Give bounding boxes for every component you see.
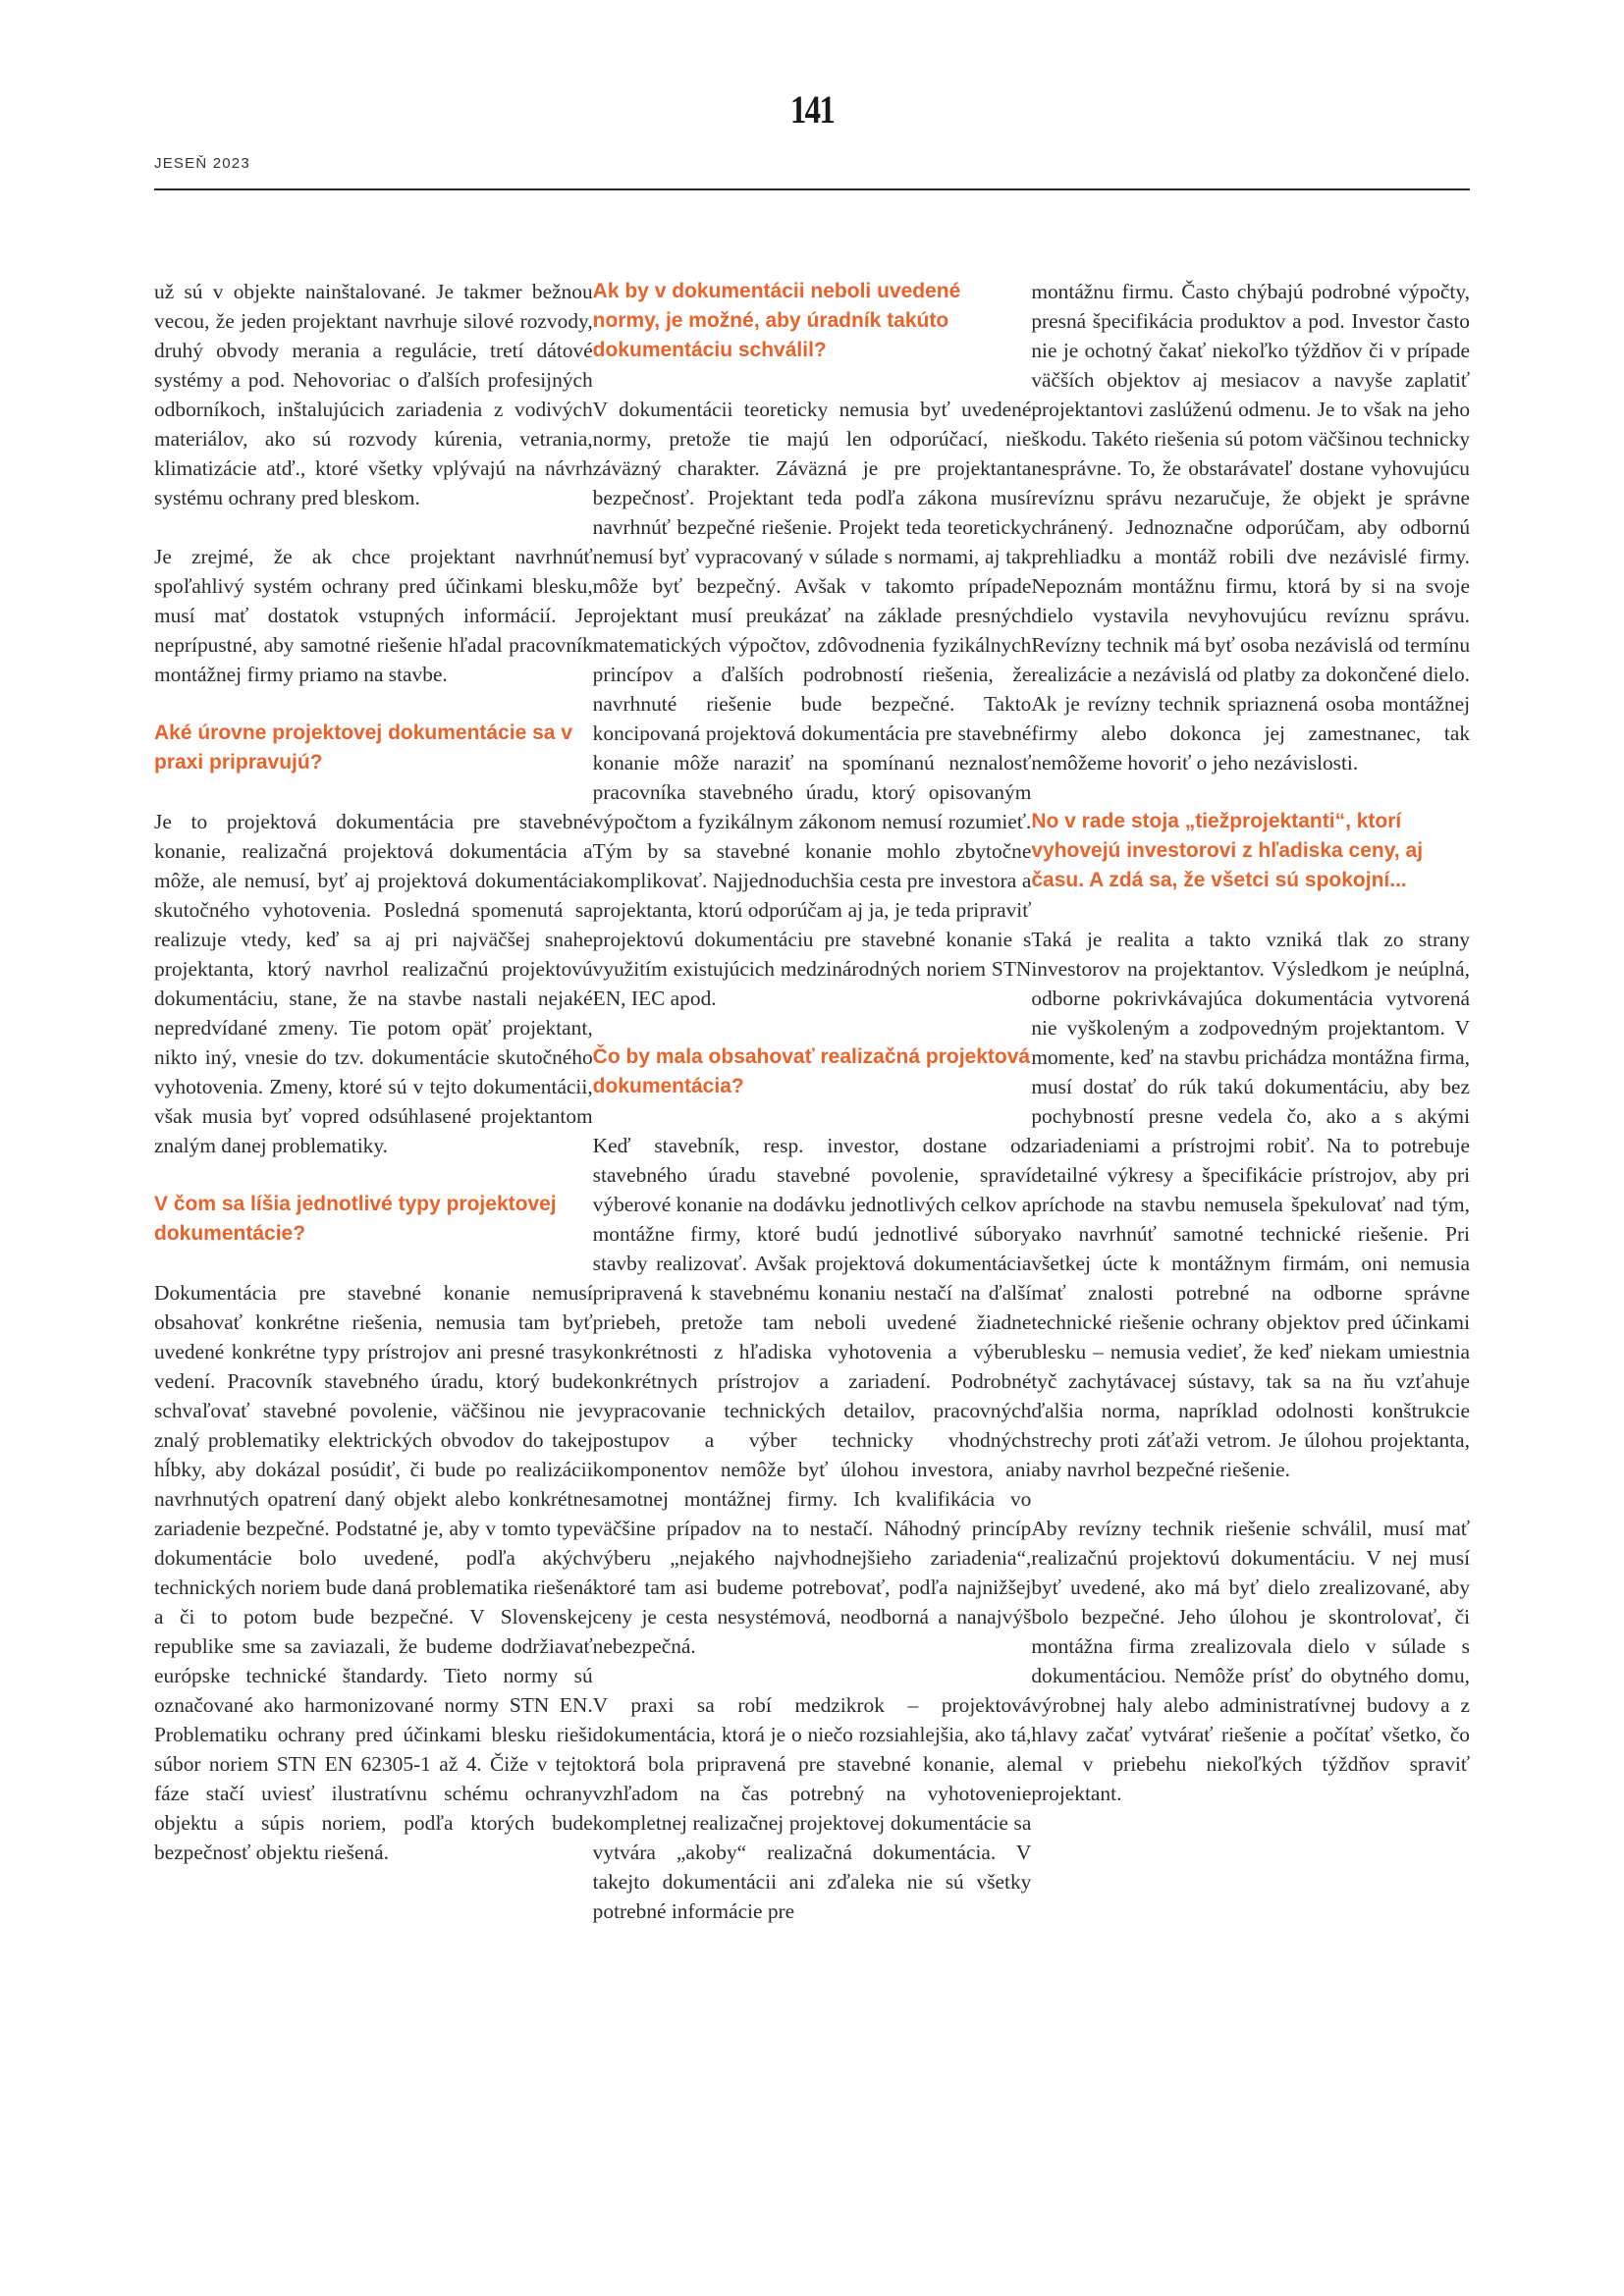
paragraph: Taká je realita a takto vzniká tlak zo strany investorov na projektantov. Výsledkom je neúplná, odborne pokrivkávajúca dokumentácia vytvorená nie vyškoleným a zodpovedným projektantom. V momente, keď na stavbu prichádza montážna firma, musí dostať do rúk takú dokumentáciu, aby bez pochybností presne vedela čo, ako a s akými zariadeniami a prístrojmi robiť. Na to potrebuje detailné výkresy a špecifikácie prístrojov, aby pri príchode na stavbu nemusela špekulovať nad tým, ako navrhnúť samotné technické riešenie. Pri všetkej úcte k montážnym firmám, oni nemusia mať znalosti potrebné na odborne správne technické riešenie ochrany objektov pred účinkami blesku – nemusia vedieť, že keď niekam umiestnia tyč zachytávacej sústavy, tak sa na ňu vzťahuje ďalšia norma, napríklad odolnosti konštrukcie strechy proti záťaži vetrom. Je úlohou projektanta, aby navrhol bezpečné riešenie.	[1031, 928, 1471, 1481]
paragraph: V dokumentácii teoreticky nemusia byť uvedené normy, pretože tie majú len odporúčací, nie záväzný charakter. Záväzná je pre projektanta bezpečnosť. Projektant teda podľa zákona musí navrhnúť bezpečné riešenie. Projekt teda teoreticky nemusí byť vypracovaný v súlade s normami, aj tak môže byť bezpečný. Avšak v takomto prípade projektant musí preukázať na základe presných matematických výpočtov, zdôvodnenia fyzikálnych princípov a ďalších podrobností riešenia, že navrhnuté riešenie bude bezpečné. Takto koncipovaná projektová dokumentácia pre stavebné konanie môže naraziť na spomínanú neznalosť pracovníka stavebného úradu, ktorý opisovaným výpočtom a fyzikálnym zákonom nemusí rozumieť. Tým by sa stavebné konanie mohlo zbytočne komplikovať. Najjednoduchšia cesta pre investora a projektanta, ktorú odporúčam aj ja, je teda pripraviť projektovú dokumentáciu pre stavebné konanie s využitím existujúcich medzinárodných noriem STN EN, IEC apod.	[592, 398, 1032, 1010]
paragraph: Je zrejmé, že ak chce projektant navrhnúť spoľahlivý systém ochrany pred účinkami blesku, musí mať dostatok vstupných informácií. Je neprípustné, aby samotné riešenie hľadal pracovník montážnej firmy priamo na stavbe.	[154, 545, 593, 686]
column-left	[154, 277, 593, 1955]
section-heading: Aké úrovne projektovej dokumentácie sa v praxi pripravujú?	[154, 721, 572, 774]
paragraph: Aby revízny technik riešenie schválil, musí mať realizačnú projektovú dokumentáciu. V nej musí byť uvedené, ako má byť dielo zrealizované, aby bolo bezpečné. Jeho úlohou je skontrolovať, či montážna firma zrealizovala dielo v súlade s dokumentáciou. Nemôže prísť do obytného domu, výrobnej haly alebo administratívnej budovy a z hlavy začať vytvárať riešenie a počítať všetko, čo mal v priebehu niekoľkých týždňov spraviť projektant.	[1031, 1517, 1471, 1805]
section-heading: Ak by v dokumentácii neboli uvedené normy, je možné, aby úradník takúto dokumentáciu schválil?	[592, 280, 961, 361]
column-middle	[593, 277, 1032, 1955]
paragraph: už sú v objekte nainštalované. Je takmer bežnou vecou, že jeden projektant navrhuje silové rozvody, druhý obvody merania a regulácie, tretí dátové systémy a pod. Nehovoriac o ďalších profesijných odborníkoch, inštalujúcich zariadenia z vodivých materiálov, ako sú rozvody kúrenia, vetrania, klimatizácie atď., ktoré všetky vplývajú na návrh systému ochrany pred bleskom.	[154, 280, 593, 509]
paragraph: V praxi sa robí medzikrok – projektová dokumentácia, ktorá je o niečo rozsiahlejšia, ako tá, ktorá bola pripravená pre stavebné konanie, ale vzhľadom na čas potrebný na vyhotovenie kompletnej realizačnej projektovej dokumentácie sa vytvára „akoby“ realizačná dokumentácia. V takejto dokumentácii ani zďaleka nie sú všetky potrebné informácie pre	[592, 1693, 1032, 1923]
section-heading: V čom sa líšia jednotlivé typy projektovej dokumentácie?	[154, 1193, 557, 1245]
header-rule	[154, 188, 1470, 190]
paragraph: Keď stavebník, resp. investor, dostane od stavebného úradu stavebné povolenie, spraví výberové konanie na dodávku jednotlivých celkov a montážne firmy, ktoré budú jednotlivé súbory stavby realizovať. Avšak projektová dokumentácia pripravená k stavebnému konaniu nestačí na ďalší priebeh, pretože tam neboli uvedené žiadne konkrétnosti z hľadiska vyhotovenia a výberu konkrétnych prístrojov a zariadení. Podrobné vypracovanie technických detailov, pracovných postupov a výber technicky vhodných komponentov nemôže byť úlohou investora, ani samotnej montážnej firmy. Ich kvalifikácia vo väčšine prípadov na to nestačí. Náhodný princíp výberu „nejakého najvhodnejšieho zariadenia“, ktoré tam asi budeme potrebovať, podľa najnižšej ceny je cesta nesystémová, neodborná a nanajvýš nebezpečná.	[592, 1134, 1032, 1658]
paragraph: Dokumentácia pre stavebné konanie nemusí obsahovať konkrétne riešenia, nemusia tam byť uvedené konkrétne typy prístrojov ani presné trasy vedení. Pracovník stavebného úradu, ktorý bude schvaľovať stavebné povolenie, väčšinou nie je znalý problematiky elektrických obvodov do takej hĺbky, aby dokázal posúdiť, či bude po realizácii navrhnutých opatrení daný objekt alebo konkrétne zariadenie bezpečné. Podstatné je, aby v tomto type dokumentácie bolo uvedené, podľa akých technických noriem bude daná problematika riešená a či to potom bude bezpečné. V Slovenskej republike sme sa zaviazali, že budeme dodržiavať európske technické štandardy. Tieto normy sú označované ako harmonizované normy STN EN. Problematiku ochrany pred účinkami blesku rieši súbor noriem STN EN 62305-1 až 4. Čiže v tejto fáze stačí uviesť ilustratívnu schému ochrany objektu a súpis noriem, podľa ktorých bude bezpečnosť objektu riešená.	[154, 1281, 593, 1864]
section-heading: Čo by mala obsahovať realizačná projektová dokumentácia?	[592, 1045, 1031, 1097]
paragraph: montážnu firmu. Často chýbajú podrobné výpočty, presná špecifikácia produktov a pod. Investor často nie je ochotný čakať niekoľko týždňov či v prípade väčších objektov aj mesiacov a navyše zaplatiť projektantovi zaslúženú odmenu. Je to však na jeho škodu. Takéto riešenia sú potom väčšinou technicky nesprávne. To, že obstarávateľ dostane vyhovujúcu revíznu správu nezaručuje, že objekt je správne chránený. Jednoznačne odporúčam, aby odbornú prehliadku a montáž robili dve nezávislé firmy. Nepoznám montážnu firmu, ktorá by si na svoje dielo vystavila nevyhovujúcu revíznu správu. Revízny technik má byť osoba nezávislá od termínu realizácie a nezávislá od platby za dokončené dielo. Ak je revízny technik spriaznená osoba montážnej firmy alebo dokonca jej zamestnanec, tak nemôžeme hovoriť o jeho nezávislosti.	[1031, 280, 1471, 774]
article-columns	[154, 277, 1470, 1955]
section-heading: No v rade stoja „tiežprojektanti“, ktorí vyhovejú investorovi z hľadiska ceny, aj času. A zdá sa, že všetci sú spokojní...	[1031, 810, 1424, 891]
column-right	[1031, 277, 1470, 1955]
issue-label: JESEŇ 2023	[154, 155, 250, 172]
page-number: 141	[789, 87, 835, 132]
paragraph: Je to projektová dokumentácia pre stavebné konanie, realizačná projektová dokumentácia a môže, ale nemusí, byť aj projektová dokumentácia skutočného vyhotovenia. Posledná spomenutá sa realizuje vtedy, keď sa aj pri najväčšej snahe projektanta, ktorý navrhol realizačnú projektovú dokumentáciu, stane, že na stavbe nastali nejaké nepredvídané zmeny. Tie potom opäť projektant, nikto iný, vnesie do tzv. dokumentácie skutočného vyhotovenia. Zmeny, ktoré sú v tejto dokumentácii, však musia byť vopred odsúhlasené projektantom znalým danej problematiky.	[154, 810, 593, 1157]
